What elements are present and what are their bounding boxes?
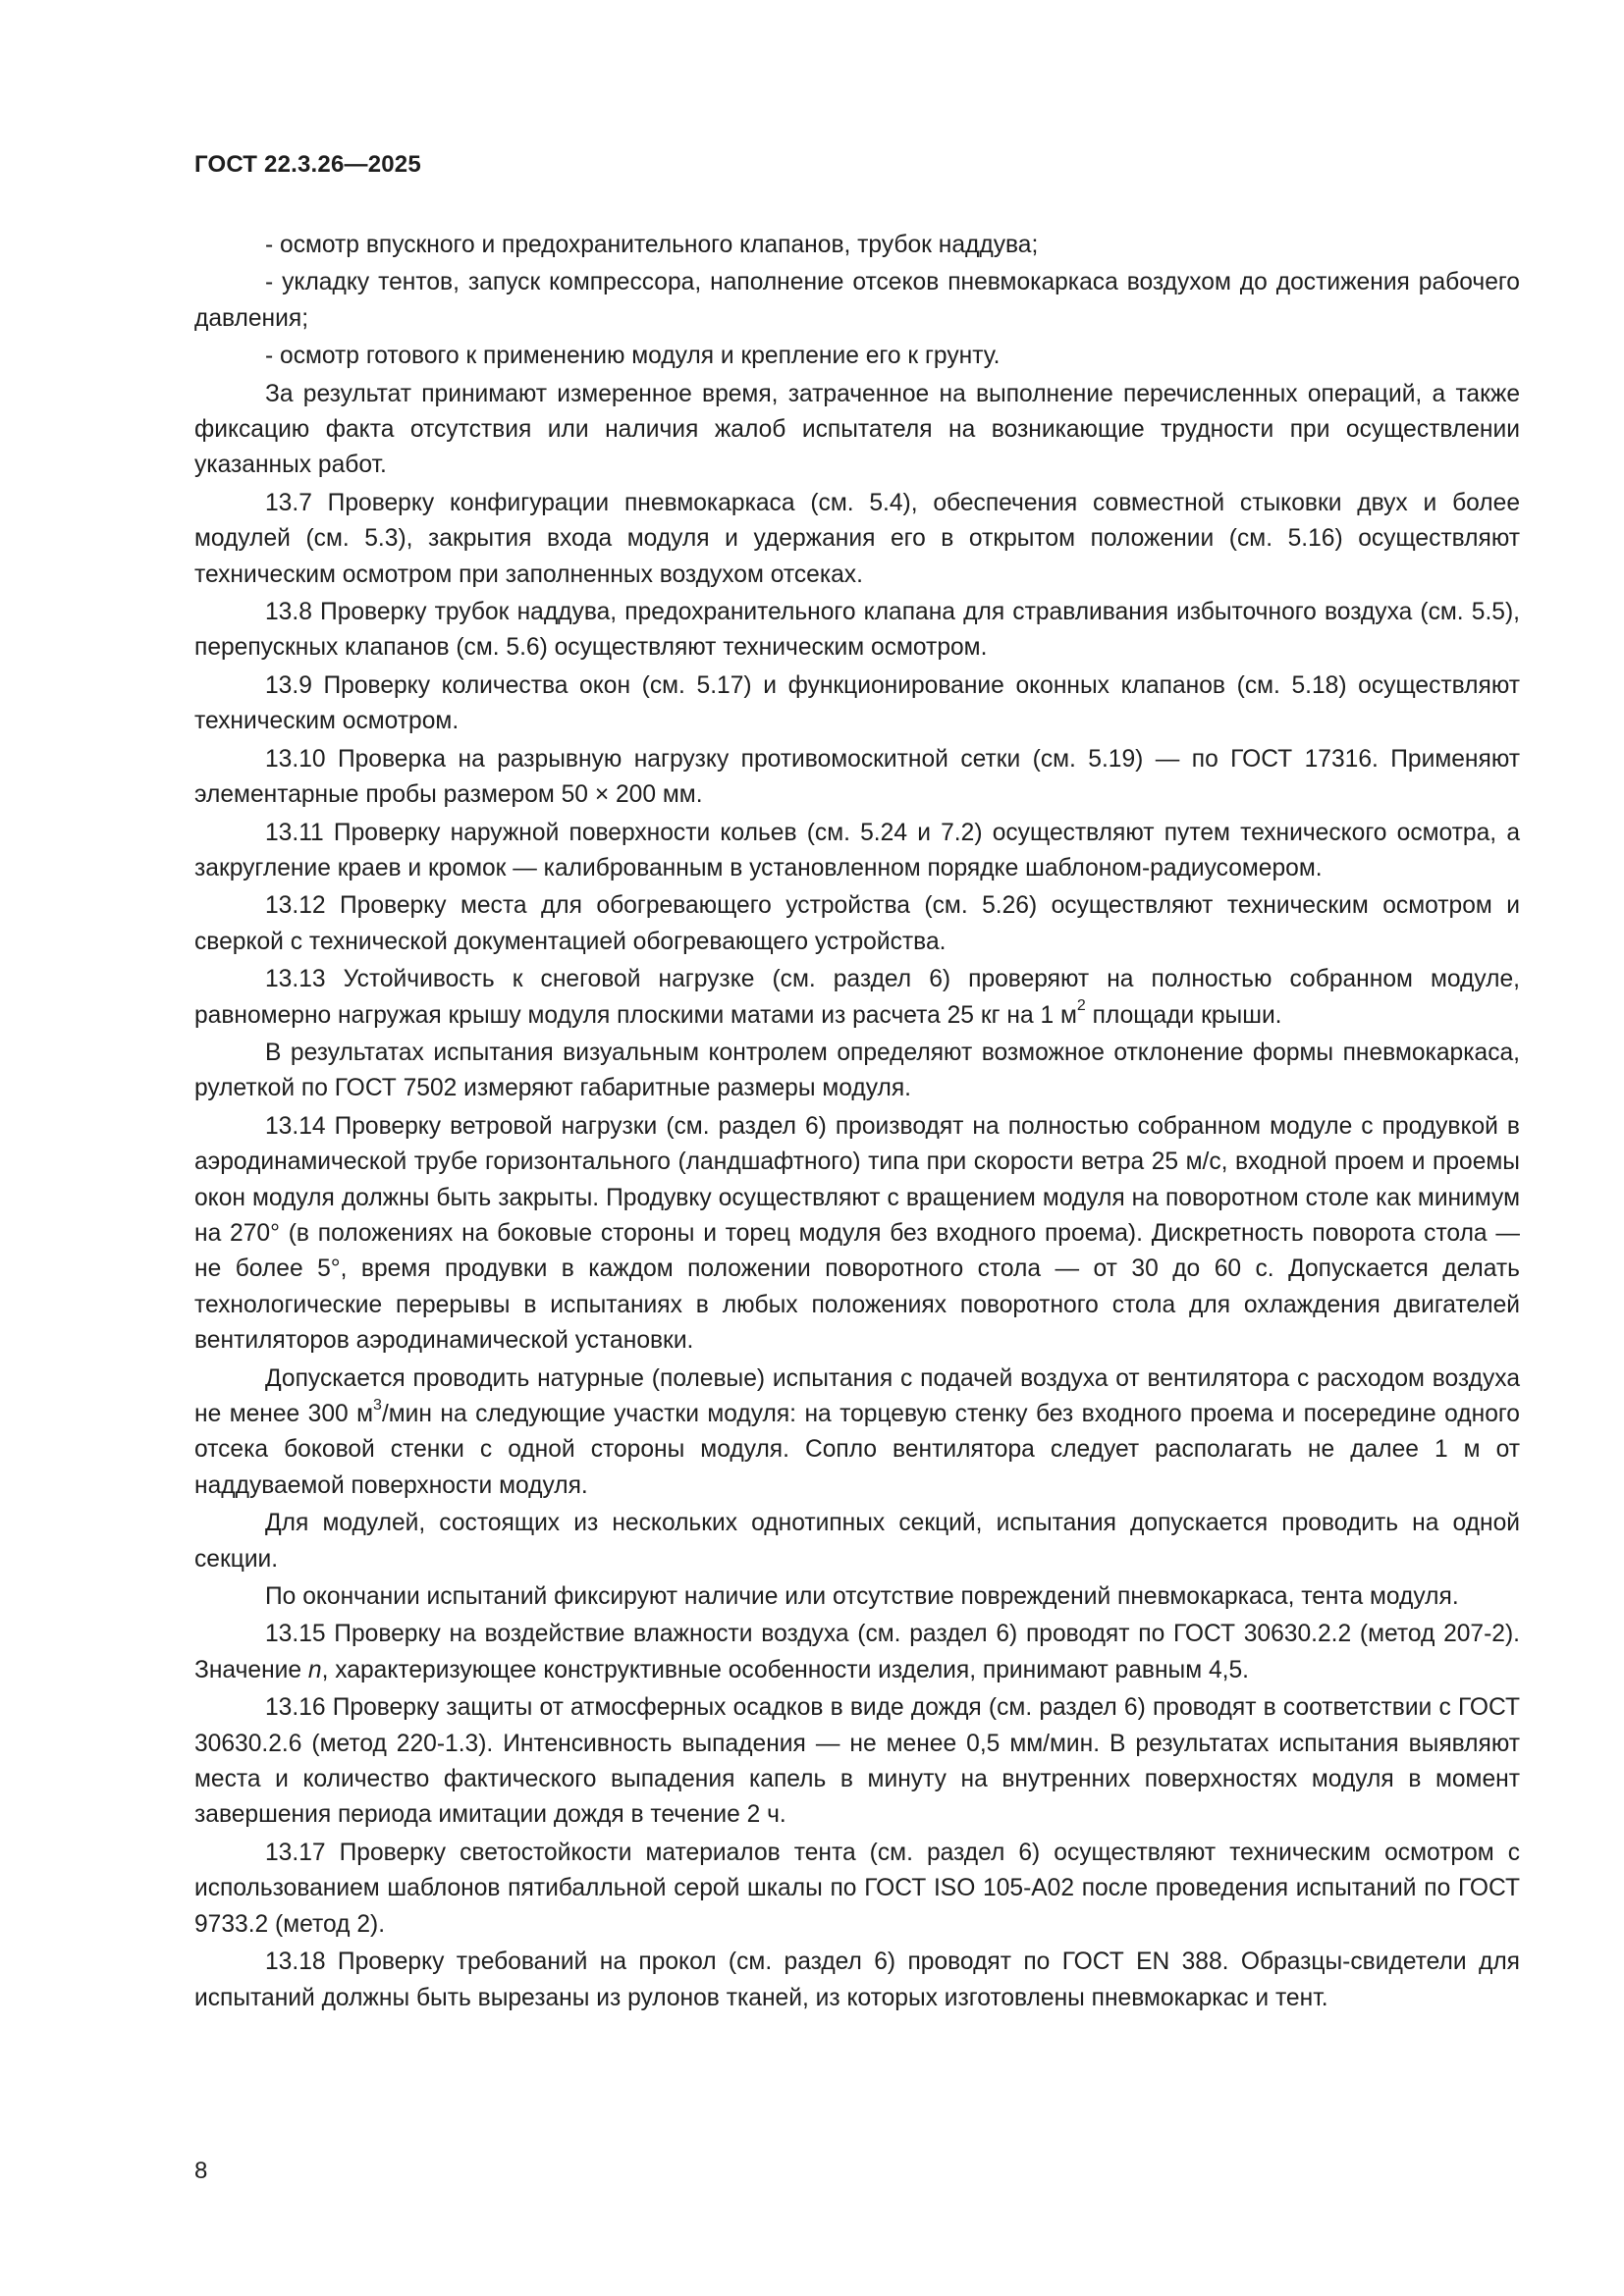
paragraph [194, 339, 1520, 374]
paragraph-text: 13.10 Проверка на разрывную нагрузку противомоскитной сетки (см. 5.19) — по ГОСТ 17316. Применяют элементарные пробы размером 50 × 200 мм. [194, 745, 1520, 809]
superscript: 3 [373, 1396, 382, 1414]
italic-variable: n [307, 1656, 322, 1683]
paragraph [194, 1506, 1520, 1577]
paragraph [194, 1579, 1520, 1615]
paragraph [194, 1109, 1520, 1360]
paragraph [194, 742, 1520, 814]
document-header-code: ГОСТ 22.3.26—2025 [194, 151, 421, 178]
paragraph-text: 13.18 Проверку требований на прокол (см. раздел 6) проводят по ГОСТ EN 388. Образцы-свидетели для испытаний должны быть вырезаны из рулонов тканей, из которых изготовлены пневмокаркас и тент. [194, 1949, 1520, 2011]
paragraph-text-continued: площади крыши. [1085, 1001, 1282, 1029]
document-body [194, 228, 1520, 2016]
paragraph [194, 1362, 1520, 1505]
paragraph [194, 962, 1520, 1034]
paragraph [194, 486, 1520, 593]
paragraph-text-continued: /мин на следующие участки модуля: на торцевую стенку без входного проема и посередине одного отсека боковой стенки с одной стороны модуля. Сопло вентилятора следует располагать не далее 1 м от наддуваемой поверхности модуля. [194, 1401, 1520, 1499]
paragraph [194, 377, 1520, 484]
paragraph-text: 13.17 Проверку светостойкости материалов тента (см. раздел 6) осуществляют техническим осмотром с использованием шаблонов пятибалльной серой шкалы по ГОСТ ISO 105-A02 после проведения испытаний по ГОСТ 9733.2 (метод 2). [194, 1839, 1520, 1938]
paragraph [194, 816, 1520, 887]
paragraph [194, 668, 1520, 740]
paragraph-text: 13.11 Проверку наружной поверхности кольев (см. 5.24 и 7.2) осуществляют путем технического осмотра, а закругление краев и кромок — калиброванным в установленном порядке шаблоном-радиусомером. [194, 819, 1520, 881]
paragraph [194, 1690, 1520, 1834]
paragraph-text: За результат принимают измеренное время, затраченное на выполнение перечисленных операций, а также фиксацию факта отсутствия или наличия жалоб испытателя на возникающие трудности при осуществлении указанных работ. [194, 380, 1520, 479]
paragraph [194, 265, 1520, 337]
paragraph [194, 595, 1520, 667]
paragraph [194, 1945, 1520, 2016]
paragraph-text: - осмотр впускного и предохранительного клапанов, трубок наддува; [265, 232, 1039, 258]
paragraph-text: По окончании испытаний фиксируют наличие или отсутствие повреждений пневмокаркаса, тента модуля. [265, 1583, 1459, 1611]
paragraph-text: В результатах испытания визуальным контролем определяют возможное отклонение формы пневмокаркаса, рулеткой по ГОСТ 7502 измеряют габаритные размеры модуля. [194, 1039, 1520, 1102]
paragraph-text: - укладку тентов, запуск компрессора, наполнение отсеков пневмокаркаса воздухом до достижения рабочего давления; [194, 269, 1520, 332]
paragraph-text: 13.12 Проверку места для обогревающего устройства (см. 5.26) осуществляют техническим осмотром и сверкой с технической документацией обогревающего устройства. [194, 892, 1520, 955]
paragraph-text: Для модулей, состоящих из нескольких однотипных секций, испытания допускается проводить на одной секции. [194, 1510, 1520, 1573]
paragraph [194, 888, 1520, 960]
page-number: 8 [194, 2158, 208, 2184]
paragraph-text: 13.14 Проверку ветровой нагрузки (см. раздел 6) производят на полностью собранном модуле с продувкой в аэродинамической трубе горизонтального (ландшафтного) типа при скорости ветра 25 м/с, входной проем и проемы окон модуля должны быть закрыты. Продувку осуществляют с вращением модуля на поворотном столе как минимум на 270° (в положениях на боковые стороны и торец модуля без входного проема). Дискретность поворота стола — не более 5°, время продувки в каждом положении поворотного стола — от 30 до 60 с. Допускается делать технологические перерывы в испытаниях в любых положениях поворотного стола для охлаждения двигателей вентиляторов аэродинамической установки. [194, 1112, 1520, 1355]
paragraph-text: Допускается проводить натурные (полевые) испытания с подачей воздуха от вентилятора с расходом воздуха не менее 300 м [194, 1364, 1520, 1427]
paragraph-text: 13.7 Проверку конфигурации пневмокаркаса (см. 5.4), обеспечения совместной стыковки двух и более модулей (см. 5.3), закрытия входа модуля и удержания его в открытом положении (см. 5.16) осуществляют техническим осмотром при заполненных воздухом отсеках. [194, 489, 1520, 588]
paragraph-text: - осмотр готового к применению модуля и крепление его к грунту. [265, 343, 1001, 370]
paragraph [194, 228, 1520, 263]
paragraph-text: 13.16 Проверку защиты от атмосферных осадков в виде дождя (см. раздел 6) проводят в соответствии с ГОСТ 30630.2.6 (метод 220-1.3). Интенсивность выпадения — не менее 0,5 мм/мин. В результатах испытания выявляют места и количество фактического выпадения капель в минуту на внутренних поверхностях модуля в момент завершения периода имитации дождя в течение 2 ч. [194, 1694, 1520, 1829]
paragraph-text: 13.13 Устойчивость к снеговой нагрузке (см. раздел 6) проверяют на полностью собранном модуле, равномерно нагружая крышу модуля плоскими матами из расчета 25 кг на 1 м [194, 966, 1520, 1029]
paragraph [194, 1036, 1520, 1107]
paragraph-text: 13.15 Проверку на воздействие влажности воздуха (см. раздел 6) проводят по ГОСТ 30630.2.2 (метод 207-2). Значение [194, 1621, 1520, 1683]
paragraph [194, 1836, 1520, 1943]
superscript: 2 [1076, 997, 1086, 1015]
paragraph-text: 13.9 Проверку количества окон (см. 5.17) и функционирование оконных клапанов (см. 5.18) осуществляют техническим осмотром. [194, 671, 1520, 735]
paragraph-text: 13.8 Проверку трубок наддува, предохранительного клапана для стравливания избыточного воздуха (см. 5.5), перепускных клапанов (см. 5.6) осуществляют техническим осмотром. [194, 599, 1520, 662]
paragraph [194, 1617, 1520, 1688]
paragraph-text-continued: , характеризующее конструктивные особенности изделия, принимают равным 4,5. [321, 1656, 1249, 1683]
